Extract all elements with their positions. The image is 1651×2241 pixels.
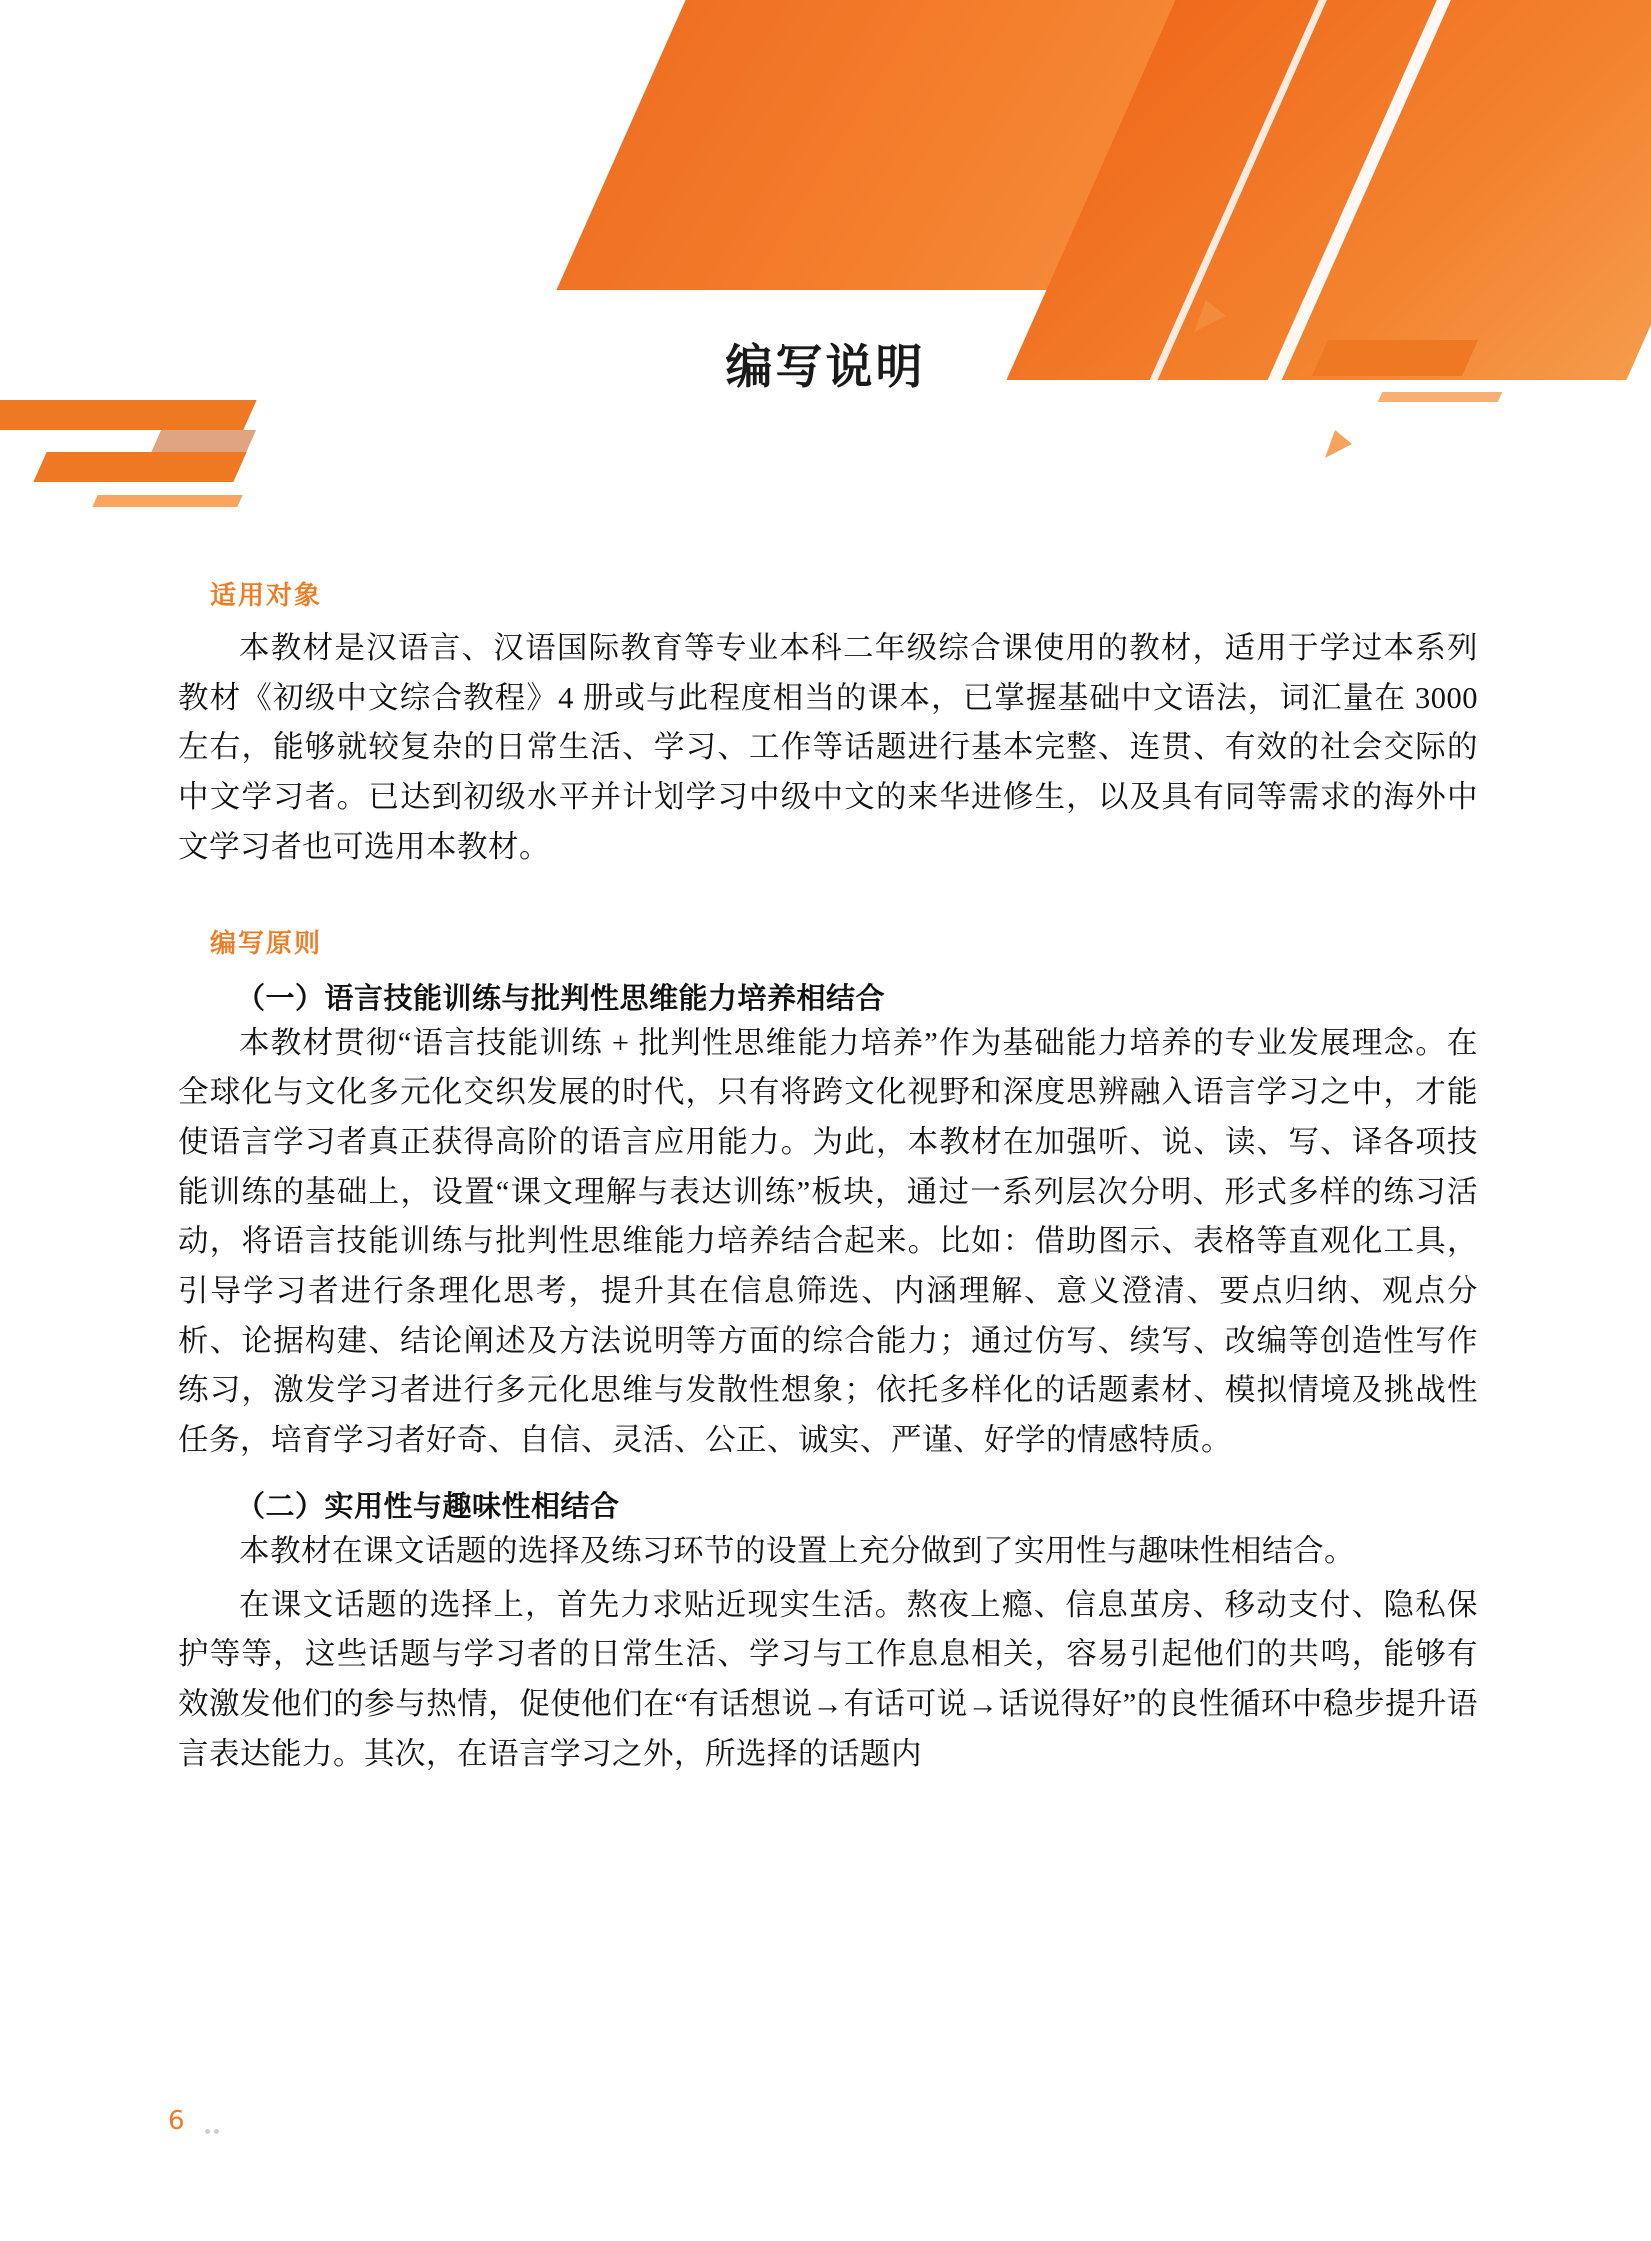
orange-band-secondary <box>1006 0 1651 380</box>
paragraph-principle-two-b: 在课文话题的选择上，首先力求贴近现实生活。熬夜上瘾、信息茧房、移动支付、隐私保护等等，这些话题与学习者的日常生活、学习与工作息息相关，容易引起他们的共鸣，能够有效激发他们的参与热情，促使他们在“有话想说→有话可说→话说得好”的良性循环中稳步提升语言表达能力。其次，在语言学习之外，所选择的话题内 <box>178 1587 1478 1771</box>
triangle-accent-icon <box>1194 300 1232 332</box>
triangle-accent-small-icon <box>1325 430 1357 458</box>
header-decoration <box>0 0 1651 560</box>
left-bar-primary <box>0 400 257 430</box>
left-bar-tertiary <box>92 495 242 507</box>
page-title: 编写说明 <box>725 340 926 395</box>
paragraph-principle-two-a: 本教材在课文话题的选择及练习环节的设置上充分做到了实用性与趣味性相结合。 <box>239 1533 1355 1568</box>
section-heading-audience: 适用对象 <box>210 581 323 611</box>
footer-dots-decoration <box>205 2121 231 2129</box>
subsection-title-one: （一）语言技能训练与批判性思维能力培养相结合 <box>236 980 886 1015</box>
left-bar-secondary <box>33 452 246 482</box>
paragraph-audience: 本教材是汉语言、汉语国际教育等专业本科二年级综合课使用的教材，适用于学过本系列教材《初级中文综合教程》4 册或与此程度相当的课本，已掌握基础中文语法，词汇量在 3000 左右，能够就较复杂的日常生活、学习、工作等话题进行基本完整、连贯、有效的社会交际的中文学习者。已达到初级水平并计划学习中级中文的来华进修生，以及具有同等需求的海外中文学习者也可选用本教材。 <box>178 631 1478 864</box>
left-bar-shadow <box>139 430 256 480</box>
page-number: 6 <box>168 2106 185 2136</box>
paragraph-principle-one: 本教材贯彻“语言技能训练 + 批判性思维能力培养”作为基础能力培养的专业发展理念。在全球化与文化多元化交织发展的时代，只有将跨文化视野和深度思辨融入语言学习之中，才能使语言学习者真正获得高阶的语言应用能力。为此，本教材在加强听、说、读、写、译各项技能训练的基础上，设置“课文理解与表达训练”板块，通过一系列层次分明、形式多样的练习活动，将语言技能训练与批判性思维能力培养结合起来。比如：借助图示、表格等直观化工具，引导学习者进行条理化思考，提升其在信息筛选、内涵理解、意义澄清、要点归纳、观点分析、论据构建、结论阐述及方法说明等方面的综合能力；通过仿写、续写、改编等创造性写作练习，激发学习者进行多元化思维与发散性想象；依托多样化的话题素材、模拟情境及挑战性任务，培育学习者好奇、自信、灵活、公正、诚实、严谨、好学的情感特质。 <box>178 1025 1478 1458</box>
page-content <box>178 575 1478 1779</box>
orange-band-primary <box>556 0 1651 290</box>
subsection-title-two: （二）实用性与趣味性相结合 <box>236 1488 620 1523</box>
section-heading-principles: 编写原则 <box>210 928 323 959</box>
